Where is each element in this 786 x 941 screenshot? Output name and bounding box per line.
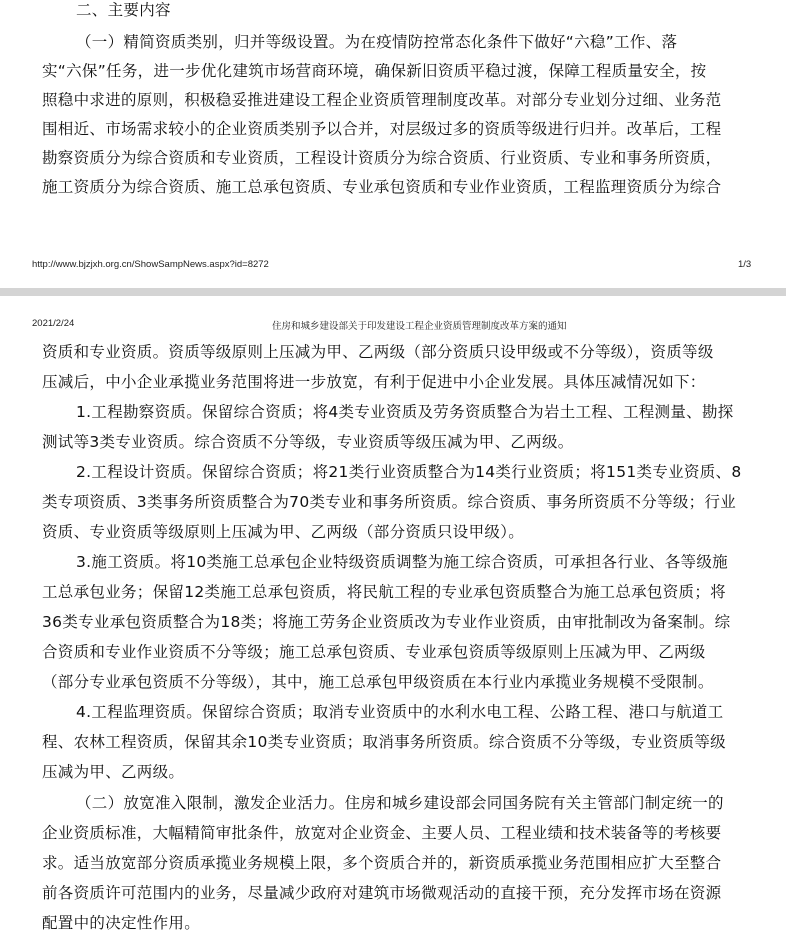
paragraph-line: （一）精简资质类别，归并等级设置。为在疫情防控常态化条件下做好“六稳”工作、落 bbox=[76, 33, 678, 51]
paragraph-line: （部分专业承包资质不分等级），其中，施工总承包甲级资质在本行业内承揽业务规模不受限制。 bbox=[42, 673, 714, 691]
paragraph-line: 1.工程勘察资质。保留综合资质；将4类专业资质及劳务资质整合为岩土工程、工程测量、勘探 bbox=[76, 403, 734, 421]
section-heading: 二、主要内容 bbox=[76, 1, 171, 19]
paragraph-line: 2.工程设计资质。保留综合资质；将21类行业资质整合为14类行业资质；将151类专业资质、8 bbox=[76, 463, 742, 481]
paragraph-line: 资质、专业资质等级原则上压减为甲、乙两级（部分资质只设甲级）。 bbox=[42, 523, 525, 541]
header-date: 2021/2/24 bbox=[32, 318, 75, 329]
paragraph-line: 围相近、市场需求较小的企业资质类别予以合并，对层级过多的资质等级进行归并。改革后，工程 bbox=[42, 120, 722, 138]
paragraph-line: 实“六保”任务，进一步优化建筑市场营商环境，确保新旧资质平稳过渡，保障工程质量安全，按 bbox=[42, 62, 707, 80]
paragraph-line: 压减为甲、乙两级。 bbox=[42, 763, 185, 781]
paragraph-line: 企业资质标准，大幅精简审批条件，放宽对企业资金、主要人员、工程业绩和技术装备等的考核要 bbox=[42, 824, 722, 842]
paragraph-line: 类专项资质、3类事务所资质整合为70类专业和事务所资质。综合资质、事务所资质不分等级；行业 bbox=[42, 493, 737, 511]
header-title: 住房和城乡建设部关于印发建设工程企业资质管理制度改革方案的通知 bbox=[272, 321, 567, 332]
paragraph-line: 合资质和专业作业资质不分等级；施工总承包资质、专业承包资质等级原则上压减为甲、乙两级 bbox=[42, 643, 706, 661]
footer-page-number: 1/3 bbox=[738, 259, 752, 270]
pdf-page-1 bbox=[0, 0, 786, 288]
paragraph-line: 照稳中求进的原则，积极稳妥推进建设工程企业资质管理制度改革。对部分专业划分过细、业务范 bbox=[42, 91, 722, 109]
paragraph-line: 施工资质分为综合资质、施工总承包资质、专业承包资质和专业作业资质，工程监理资质分为综合 bbox=[42, 178, 722, 196]
paragraph-line: 前各资质许可范围内的业务，尽量减少政府对建筑市场微观活动的直接干预，充分发挥市场在资源 bbox=[42, 884, 722, 902]
paragraph-line: 程、农林工程资质，保留其余10类专业资质；取消事务所资质。综合资质不分等级，专业资质等级 bbox=[42, 733, 726, 751]
pdf-page-2 bbox=[0, 296, 786, 941]
page-separator bbox=[0, 288, 786, 296]
paragraph-line: 36类专业承包资质整合为18类；将施工劳务企业资质改为专业作业资质，由审批制改为备案制。综 bbox=[42, 613, 731, 631]
paragraph-line: 工总承包业务；保留12类施工总承包资质，将民航工程的专业承包资质整合为施工总承包资质；将 bbox=[42, 583, 726, 601]
paragraph-line: 求。适当放宽部分资质承揽业务规模上限，多个资质合并的，新资质承揽业务范围相应扩大至整合 bbox=[42, 854, 722, 872]
paragraph-line: 配置中的决定性作用。 bbox=[42, 914, 201, 932]
paragraph-line: 压减后，中小企业承揽业务范围将进一步放宽，有利于促进中小企业发展。具体压减情况如下： bbox=[42, 373, 706, 391]
paragraph-line: 4.工程监理资质。保留综合资质；取消专业资质中的水利水电工程、公路工程、港口与航道工 bbox=[76, 703, 724, 721]
paragraph-line: 3.施工资质。将10类施工总承包企业特级资质调整为施工综合资质，可承担各行业、各等级施 bbox=[76, 553, 728, 571]
footer-url-link[interactable]: http://www.bjzjxh.org.cn/ShowSampNews.aspx?id=8272 bbox=[32, 259, 269, 270]
paragraph-line: 资质和专业资质。资质等级原则上压减为甲、乙两级（部分资质只设甲级或不分等级），资质等级 bbox=[42, 343, 714, 361]
paragraph-line: 测试等3类专业资质。综合资质不分等级，专业资质等级压减为甲、乙两级。 bbox=[42, 433, 574, 451]
paragraph-line: （二）放宽准入限制，激发企业活力。住房和城乡建设部会同国务院有关主管部门制定统一的 bbox=[76, 794, 724, 812]
paragraph-line: 勘察资质分为综合资质和专业资质，工程设计资质分为综合资质、行业资质、专业和事务所资质， bbox=[42, 149, 722, 167]
